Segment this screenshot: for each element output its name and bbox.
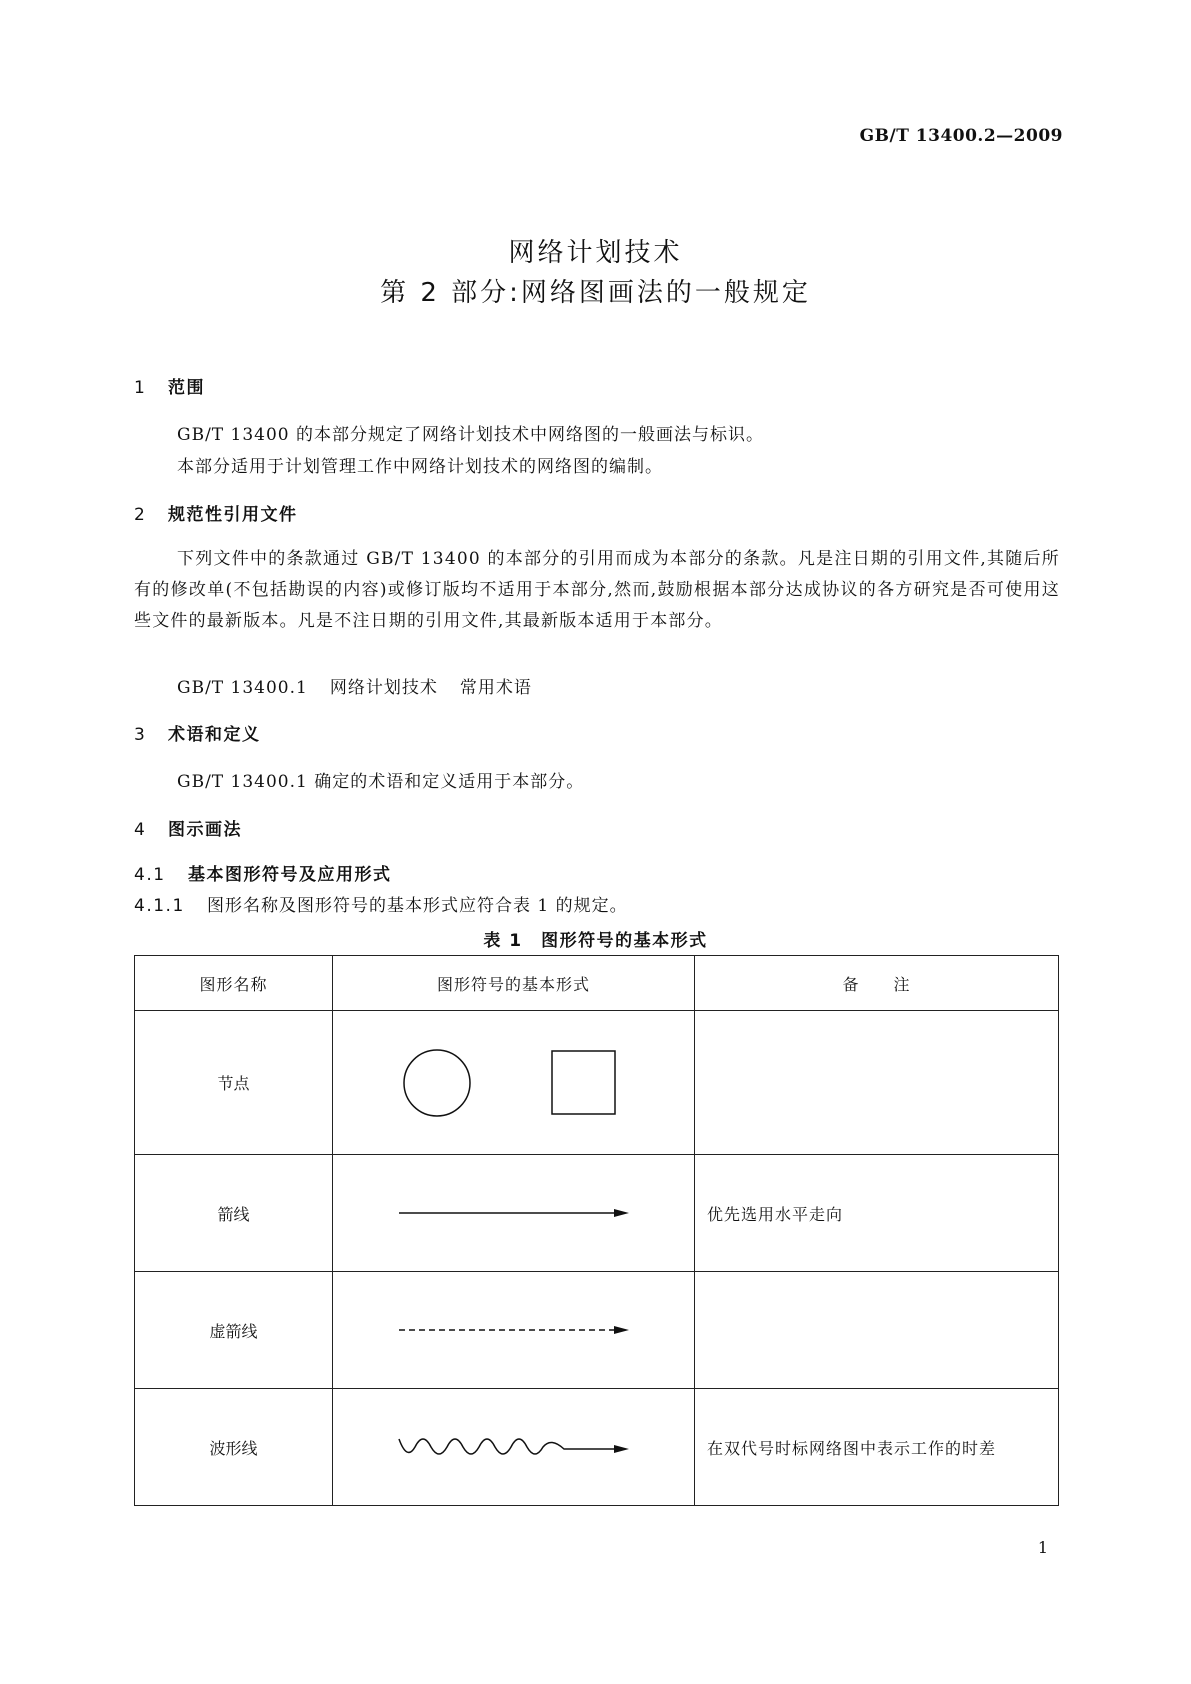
row-note: 在双代号时标网络图中表示工作的时差: [695, 1389, 1059, 1506]
wavy-arrow-icon: [394, 1427, 634, 1467]
section-1-heading: 1 范围: [134, 378, 205, 398]
row-name: 节点: [135, 1011, 333, 1155]
section-1-paragraph-2: 本部分适用于计划管理工作中网络计划技术的网络图的编制。: [177, 457, 663, 477]
table-caption: 表 1 图形符号的基本形式: [483, 931, 708, 951]
circle-node-icon: [404, 1050, 470, 1116]
header-note: 备 注: [695, 956, 1059, 1011]
header-symbol: 图形符号的基本形式: [333, 956, 695, 1011]
section-2-paragraph-1: 下列文件中的条款通过 GB/T 13400 的本部分的引用而成为本部分的条款。凡是注日期的引用文件,其随后所有的修改单(不包括勘误的内容)或修订版均不适用于本部分,然而,鼓励根据本部分达成协议的各方研究是否可使用这些文件的最新版本。凡是不注日期的引用文件,其最新版本适用于本部分。: [134, 549, 1060, 631]
row-note: 优先选用水平走向: [695, 1155, 1059, 1272]
table-row: [135, 1389, 1059, 1506]
dashed-arrow-icon: [394, 1320, 634, 1340]
section-1-paragraph-1: GB/T 13400 的本部分规定了网络计划技术中网络图的一般画法与标识。: [177, 425, 765, 445]
section-4-1-1-text: 4.1.1 图形名称及图形符号的基本形式应符合表 1 的规定。: [134, 896, 628, 916]
table-header-row: [135, 956, 1059, 1011]
table-row: [135, 1272, 1059, 1389]
row-name: 虚箭线: [135, 1272, 333, 1389]
wavy-arrow-symbol-cell: [333, 1389, 695, 1506]
row-name: 箭线: [135, 1155, 333, 1272]
row-note: [695, 1272, 1059, 1389]
row-name: 波形线: [135, 1389, 333, 1506]
node-symbol-cell: [333, 1011, 695, 1155]
normative-reference: GB/T 13400.1 网络计划技术 常用术语: [177, 678, 532, 698]
document-title-line1: 网络计划技术: [508, 238, 683, 268]
section-3-heading: 3 术语和定义: [134, 725, 261, 745]
node-symbols-graphic: [384, 1043, 644, 1123]
page-number: 1: [1037, 1538, 1048, 1557]
symbol-table: [134, 955, 1059, 1506]
section-4-heading: 4 图示画法: [134, 820, 242, 840]
section-3-paragraph-1: GB/T 13400.1 确定的术语和定义适用于本部分。: [177, 772, 585, 792]
dashed-arrow-symbol-cell: [333, 1272, 695, 1389]
arrow-symbol-cell: [333, 1155, 695, 1272]
table-row: [135, 1155, 1059, 1272]
row-note: [695, 1011, 1059, 1155]
solid-arrow-icon: [394, 1203, 634, 1223]
table-row: [135, 1011, 1059, 1155]
standard-code: GB/T 13400.2—2009: [859, 126, 1063, 146]
document-title-line2: 第 2 部分:网络图画法的一般规定: [380, 278, 811, 308]
square-node-icon: [552, 1051, 615, 1114]
section-2-heading: 2 规范性引用文件: [134, 505, 298, 525]
header-name: 图形名称: [135, 956, 333, 1011]
section-4-1-heading: 4.1 基本图形符号及应用形式: [134, 865, 392, 885]
